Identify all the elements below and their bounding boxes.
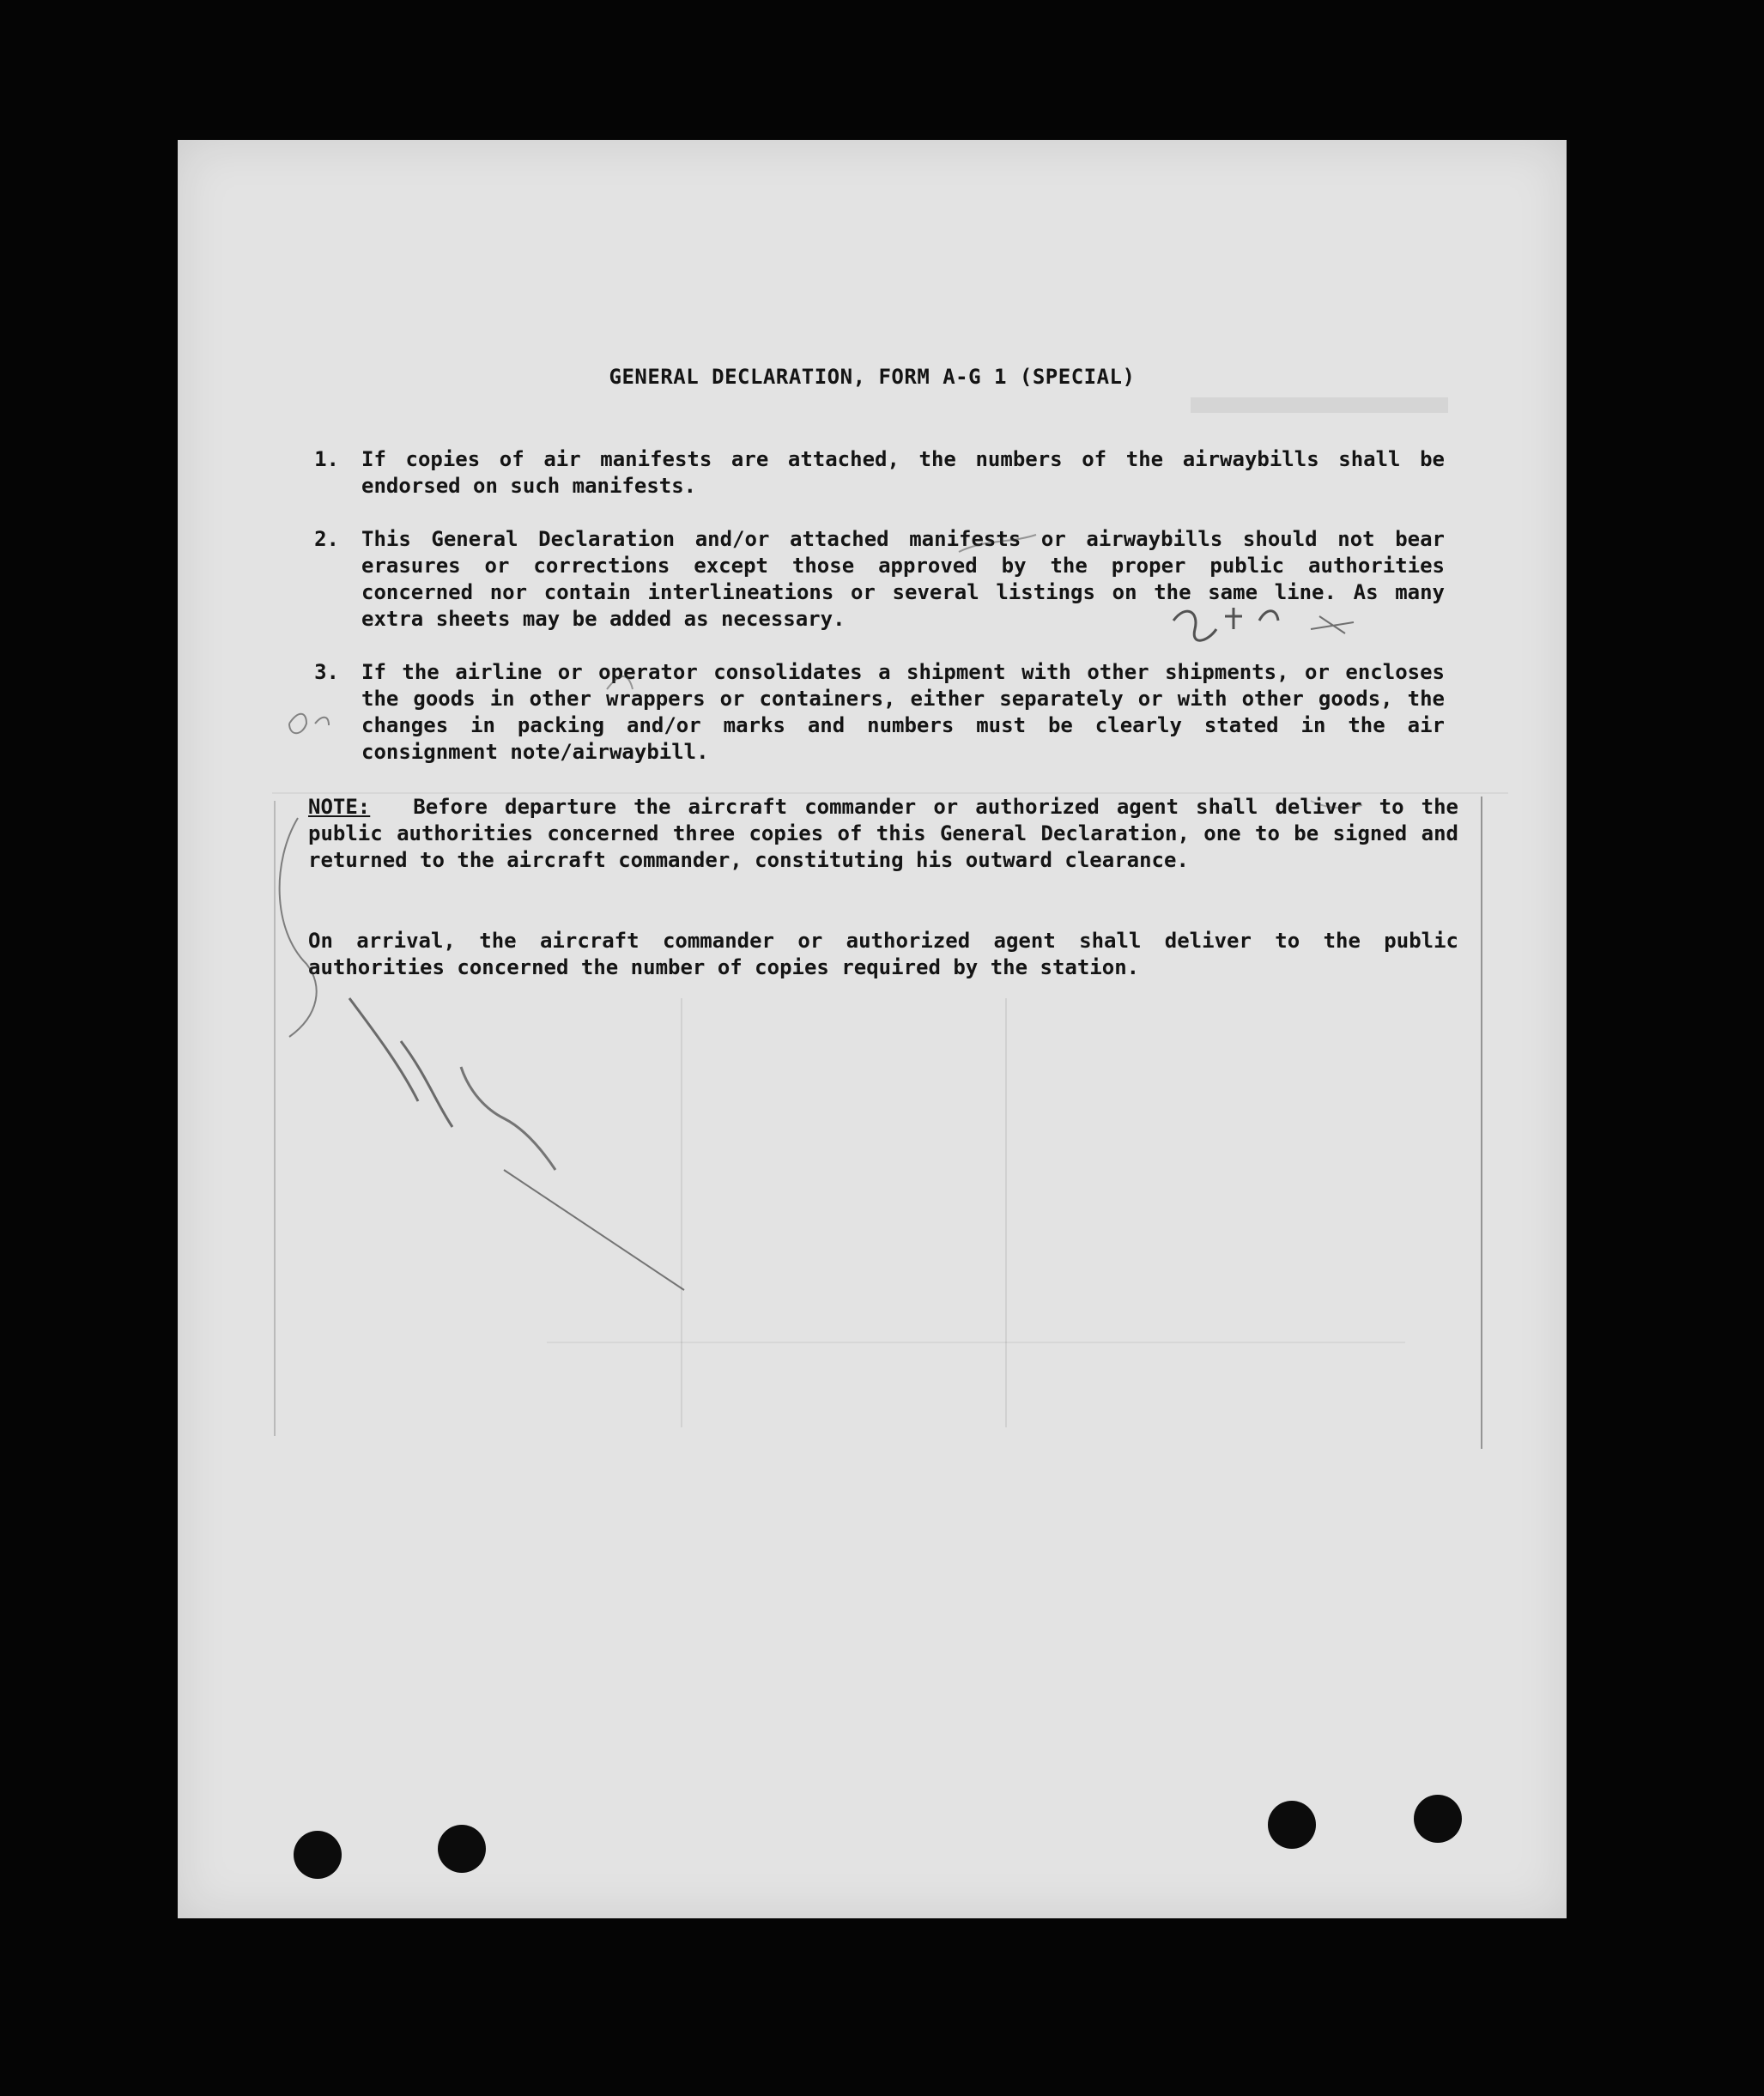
- item-text: If the airline or operator consolidates a shipment with other shipments, or encloses the goods in other wrappers or containers, either separately or with other goods, the changes in packing and/or marks and numbers must be clearly stated in the air consignment note/airwaybill.: [361, 660, 1445, 764]
- item-text: This General Declaration and/or attached manifests or airwaybills should not bear erasures or corrections except those approved by the proper public authorities concerned nor contain interlineations or several listings on the same line. As many extra sheets may be added as necessary.: [361, 527, 1445, 631]
- punch-hole: [1414, 1795, 1462, 1843]
- punch-hole: [1268, 1801, 1316, 1849]
- document-page: [178, 140, 1567, 1918]
- note-text: Before departure the aircraft commander or authorized agent shall deliver to the public authorities concerned three copies of this General Declaration, one to be signed and returned to the aircraft commander, constituting his outward clearance.: [308, 795, 1458, 872]
- punch-hole: [294, 1831, 342, 1879]
- item-number: 1.: [314, 447, 339, 471]
- arrival-paragraph: On arrival, the aircraft commander or authorized agent shall deliver to the public authorities concerned the number of copies required by the station.: [308, 929, 1458, 979]
- item-number: 3.: [314, 660, 339, 684]
- punch-hole: [438, 1825, 486, 1873]
- page-title: GENERAL DECLARATION, FORM A-G 1 (SPECIAL): [609, 365, 1136, 389]
- item-number: 2.: [314, 527, 339, 551]
- handwritten-signature: [178, 140, 1567, 1918]
- note-label: NOTE:: [308, 795, 371, 819]
- item-text: If copies of air manifests are attached, the numbers of the airwaybills shall be endorsed on such manifests.: [361, 447, 1445, 498]
